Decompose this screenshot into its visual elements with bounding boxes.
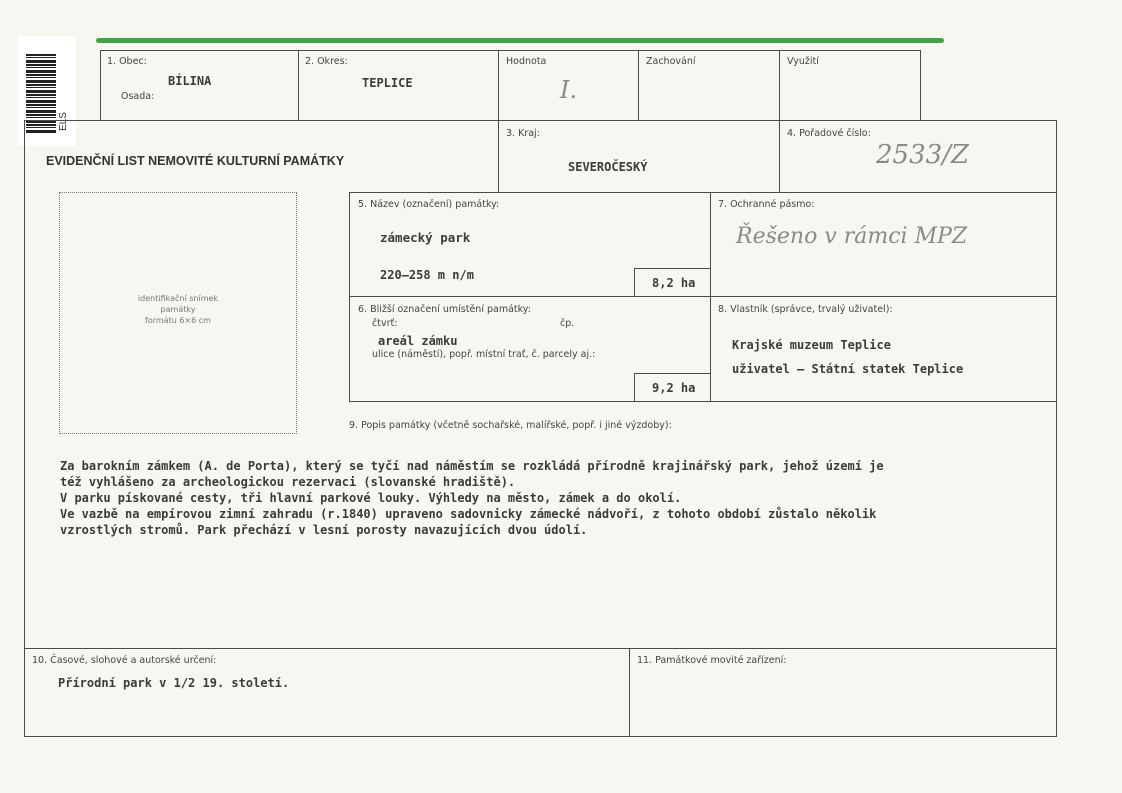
photo-line-1: identifikační snímek xyxy=(137,294,219,303)
popis-line: V parku pískované cesty, tři hlavní parkové louky. Výhledy na město, zámek a do okolí. xyxy=(60,491,682,505)
vyuziti-label: Využití xyxy=(787,56,819,67)
hodnota-value: I. xyxy=(560,76,578,104)
obec-label: 1. Obec: xyxy=(107,56,147,67)
osada-label: Osada: xyxy=(121,91,155,102)
barcode-label xyxy=(18,36,76,146)
popis-label: 9. Popis památky (včetně sochařské, malířské, popř. i jiné výzdoby): xyxy=(349,420,672,431)
poradove-label: 4. Pořadové číslo: xyxy=(787,128,871,139)
hodnota-label: Hodnota xyxy=(506,56,547,67)
green-top-bar xyxy=(96,38,944,43)
ulice-label: ulice (náměstí), popř. místní trať, č. parcely aj.: xyxy=(372,349,596,360)
umisteni-value: areál zámku xyxy=(378,334,458,348)
popis-text xyxy=(60,458,1050,538)
ochranne-label: 7. Ochranné pásmo: xyxy=(718,199,815,210)
photo-line-2: památky xyxy=(160,305,196,314)
popis-line: Za barokním zámkem (A. de Porta), který se tyčí nad náměstím se rozkládá přírodně krajinářský park, jehož území je xyxy=(60,459,884,473)
kraj-value: SEVEROČESKÝ xyxy=(568,160,648,174)
zachovani-label: Zachování xyxy=(646,56,696,67)
vlastnik-line-1: Krajské muzeum Teplice xyxy=(732,338,891,352)
okres-value: TEPLICE xyxy=(362,76,413,90)
ochranne-value: Řešeno v rámci MPZ xyxy=(736,224,968,249)
ctvrt-label: čtvrť: xyxy=(372,318,398,329)
form-title: EVIDENČNÍ LIST NEMOVITÉ KULTURNÍ PAMÁTKY xyxy=(46,154,345,168)
vlastnik-line-2: uživatel – Státní statek Teplice xyxy=(732,362,964,376)
vlastnik-label: 8. Vlastník (správce, trvalý uživatel): xyxy=(718,304,893,315)
umisteni-area: 9,2 ha xyxy=(652,381,696,395)
nazev-altitude: 220–258 m n/m xyxy=(380,268,474,282)
photo-line-3: formátu 6×6 cm xyxy=(145,316,211,325)
casove-value: Přírodní park v 1/2 19. století. xyxy=(58,676,290,690)
cp-label: čp. xyxy=(560,318,575,329)
barcode-icon xyxy=(26,54,56,134)
photo-placeholder xyxy=(59,192,297,434)
nazev-value: zámecký park xyxy=(380,230,471,245)
movite-label: 11. Památkové movité zařízení: xyxy=(637,655,787,666)
umisteni-label: 6. Bližší označení umístění památky: xyxy=(358,304,531,315)
popis-line: vzrostlých stromů. Park přechází v lesní porosty navazujících dvou údolí. xyxy=(60,523,588,537)
kraj-label: 3. Kraj: xyxy=(506,128,540,139)
barcode-text: ELS xyxy=(58,112,69,131)
popis-line: též vyhlášeno za archeologickou rezervaci (slovanské hradiště). xyxy=(60,475,516,489)
okres-label: 2. Okres: xyxy=(305,56,348,67)
nazev-label: 5. Název (označení) památky: xyxy=(358,199,500,210)
obec-value: BÍLINA xyxy=(168,74,212,88)
popis-line: Ve vazbě na empírovou zimní zahradu (r.1840) upraveno sadovnicky zámecké nádvoří, z tohoto období zůstalo několik xyxy=(60,507,877,521)
poradove-value: 2533/Z xyxy=(876,140,969,170)
casove-label: 10. Časové, slohové a autorské určení: xyxy=(32,655,217,666)
nazev-area: 8,2 ha xyxy=(652,276,696,290)
